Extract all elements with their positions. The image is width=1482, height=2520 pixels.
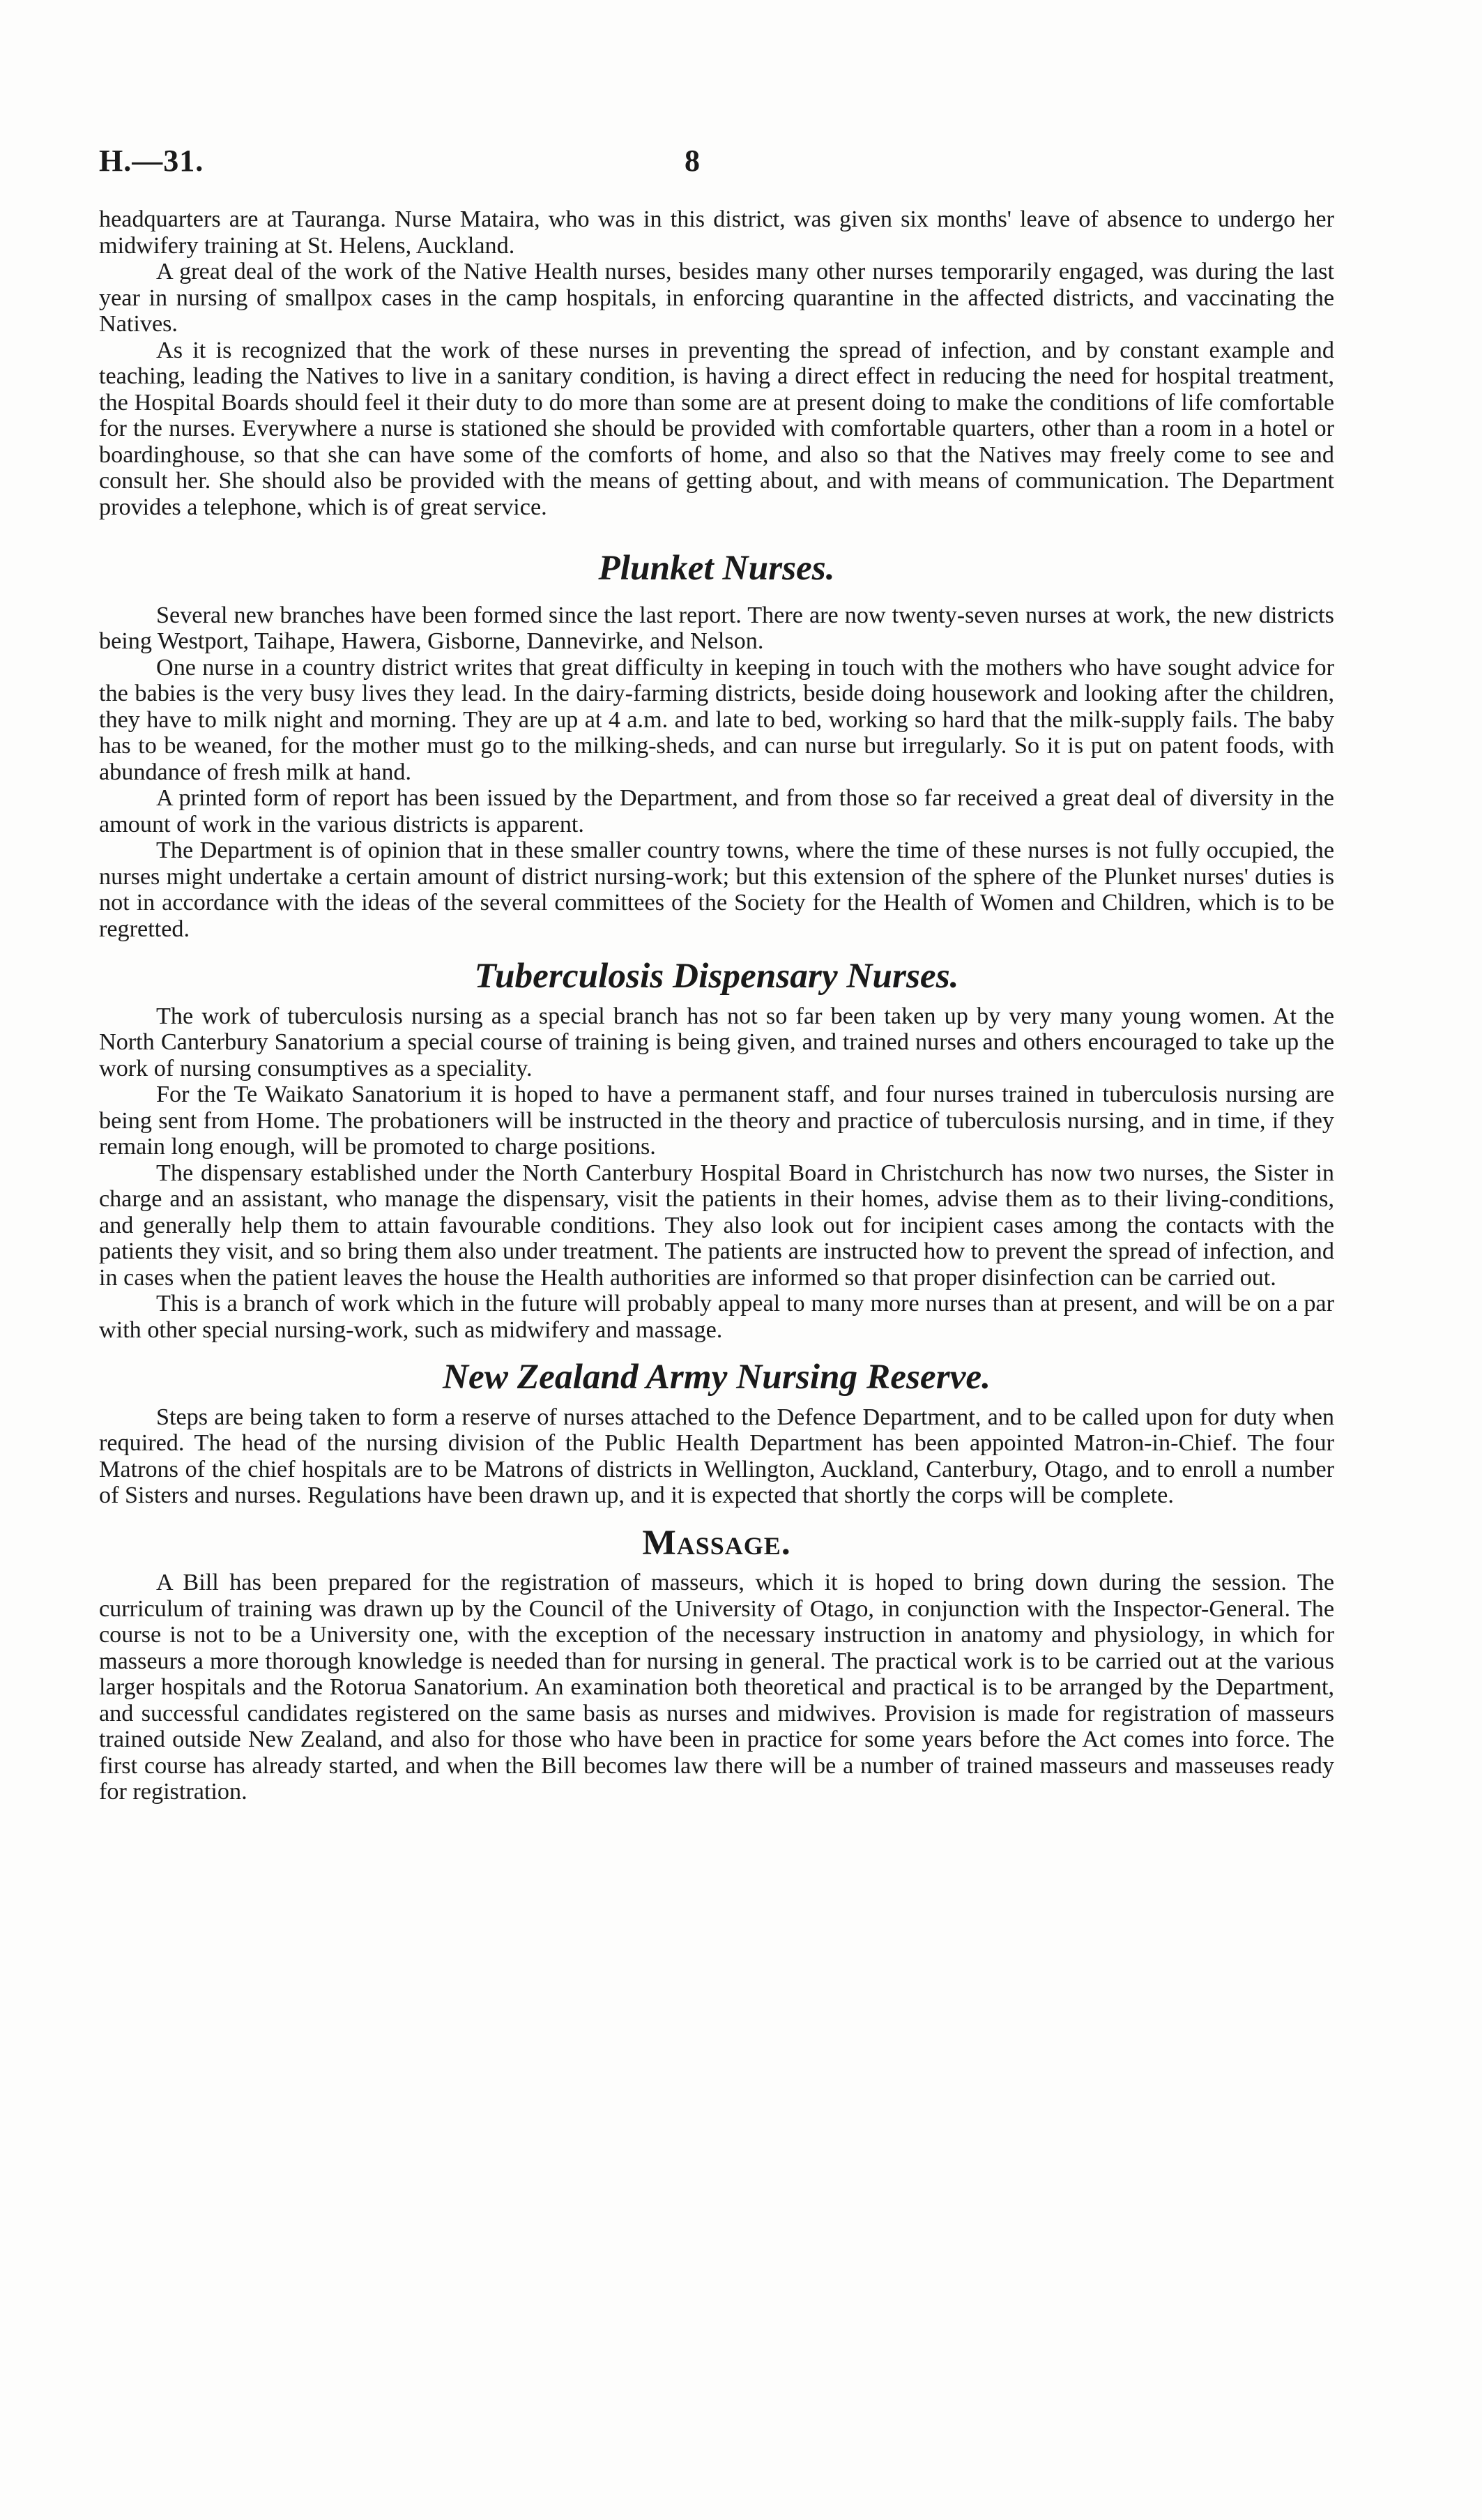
paragraph: A great deal of the work of the Native Health nurses, besides many other nurses temporarily engaged, was during the last year in nursing of smallpox cases in the camp hospitals, in enforcing quarantine in the affected districts, and vaccinating the Natives. — [99, 259, 1334, 337]
paragraph: This is a branch of work which in the future will probably appeal to many more nurses than at present, and will be on a par with other special nursing-work, such as midwifery and massage. — [99, 1291, 1334, 1343]
paragraph: One nurse in a country district writes that great difficulty in keeping in touch with the mothers who have sought advice for the babies is the very busy lives they lead. In the dairy-farming districts, beside doing housework and looking after the children, they have to milk night and morning. They are up at 4 a.m. and late to bed, working so hard that the milk-supply fails. The baby has to be weaned, for the mother must go to the milking-sheds, and can nurse but irregularly. So it is put on patent foods, with abundance of fresh milk at hand. — [99, 654, 1334, 785]
army-section — [99, 1357, 1334, 1509]
section-heading: Massage. — [642, 1522, 791, 1563]
paragraph: The Department is of opinion that in these smaller country towns, where the time of these nurses is not fully occupied, the nurses might undertake a certain amount of district nursing-work; but this extension of the sphere of the Plunket nurses' duties is not in accordance with the ideas of the several committees of the Society for the Health of Women and Children, which is to be regretted. — [99, 837, 1334, 942]
section-heading: Tuberculosis Dispensary Nurses. — [474, 956, 959, 996]
paragraph: A printed form of report has been issued by the Department, and from those so far received a great deal of diversity in the amount of work in the various districts is apparent. — [99, 785, 1334, 837]
document-body — [99, 206, 1334, 1805]
section-heading: Plunket Nurses. — [598, 548, 835, 588]
paragraph: The dispensary established under the North Canterbury Hospital Board in Christchurch has now two nurses, the Sister in charge and an assistant, who manage the dispensary, visit the patients in their homes, advise them as to their living-conditions, and generally help them to attain favourable conditions. They also look out for incipient cases among the contacts with the patients they visit, and so bring them also under treatment. The patients are instructed how to prevent the spread of infection, and in cases when the patient leaves the house the Health authorities are informed so that proper disinfection can be carried out. — [99, 1160, 1334, 1291]
paragraph: The work of tuberculosis nursing as a special branch has not so far been taken up by very many young women. At the North Canterbury Sanatorium a special course of training is being given, and trained nurses and others encouraged to take up the work of nursing consumptives as a speciality. — [99, 1003, 1334, 1081]
paragraph: As it is recognized that the work of these nurses in preventing the spread of infection, and by constant example and teaching, leading the Natives to live in a sanitary condition, is having a direct effect in reducing the need for hospital treatment, the Hospital Boards should feel it their duty to do more than some are at present doing to make the conditions of life comfortable for the nurses. Everywhere a nurse is stationed she should be provided with comfortable quarters, other than a room in a hotel or boardinghouse, so that she can have some of the comforts of home, and also so that the Natives may freely come to see and consult her. She should also be provided with the means of getting about, and with means of communication. The Department provides a telephone, which is of great service. — [99, 337, 1334, 520]
paragraph: Steps are being taken to form a reserve of nurses attached to the Defence Department, and to be called upon for duty when required. The head of the nursing division of the Public Health Department has been appointed Matron-in-Chief. The four Matrons of the chief hospitals are to be Matrons of districts in Wellington, Auckland, Canterbury, Otago, and to enroll a number of Sisters and nurses. Regulations have been drawn up, and it is expected that shortly the corps will be complete. — [99, 1404, 1334, 1508]
intro-section — [99, 206, 1334, 520]
document-reference: H.—31. — [99, 144, 204, 178]
paragraph: For the Te Waikato Sanatorium it is hoped to have a permanent staff, and four nurses trained in tuberculosis nursing are being sent from Home. The probationers will be instructed in the theory and practice of tuberculosis nursing, and in time, if they remain long enough, will be promoted to charge positions. — [99, 1081, 1334, 1160]
paragraph: A Bill has been prepared for the registration of masseurs, which it is hoped to bring down during the session. The curriculum of training was drawn up by the Council of the University of Otago, in conjunction with the Inspector-General. The course is not to be a University one, with the exception of the necessary instruction in anatomy and physiology, in which for masseurs a more thorough knowledge is needed than for nursing in general. The practical work is to be carried out at the various larger hospitals and the Rotorua Sanatorium. An examination both theoretical and practical is to be arranged by the Department, and successful candidates registered on the same basis as nurses and midwives. Provision is made for registration of masseurs trained outside New Zealand, and also for those who have been in practice for some years before the Act comes into force. The first course has already started, and when the Bill becomes law there will be a number of trained masseurs and masseuses ready for registration. — [99, 1570, 1334, 1805]
plunket-section — [99, 548, 1334, 942]
page-number: 8 — [685, 144, 700, 178]
paragraph: Several new branches have been formed since the last report. There are now twenty-seven nurses at work, the new districts being Westport, Taihape, Hawera, Gisborne, Dannevirke, and Nelson. — [99, 602, 1334, 654]
paragraph: headquarters are at Tauranga. Nurse Mataira, who was in this district, was given six months' leave of absence to undergo her midwifery training at St. Helens, Auckland. — [99, 206, 1334, 259]
tuberculosis-section — [99, 956, 1334, 1343]
massage-section — [99, 1522, 1334, 1805]
section-heading: New Zealand Army Nursing Reserve. — [442, 1357, 991, 1397]
